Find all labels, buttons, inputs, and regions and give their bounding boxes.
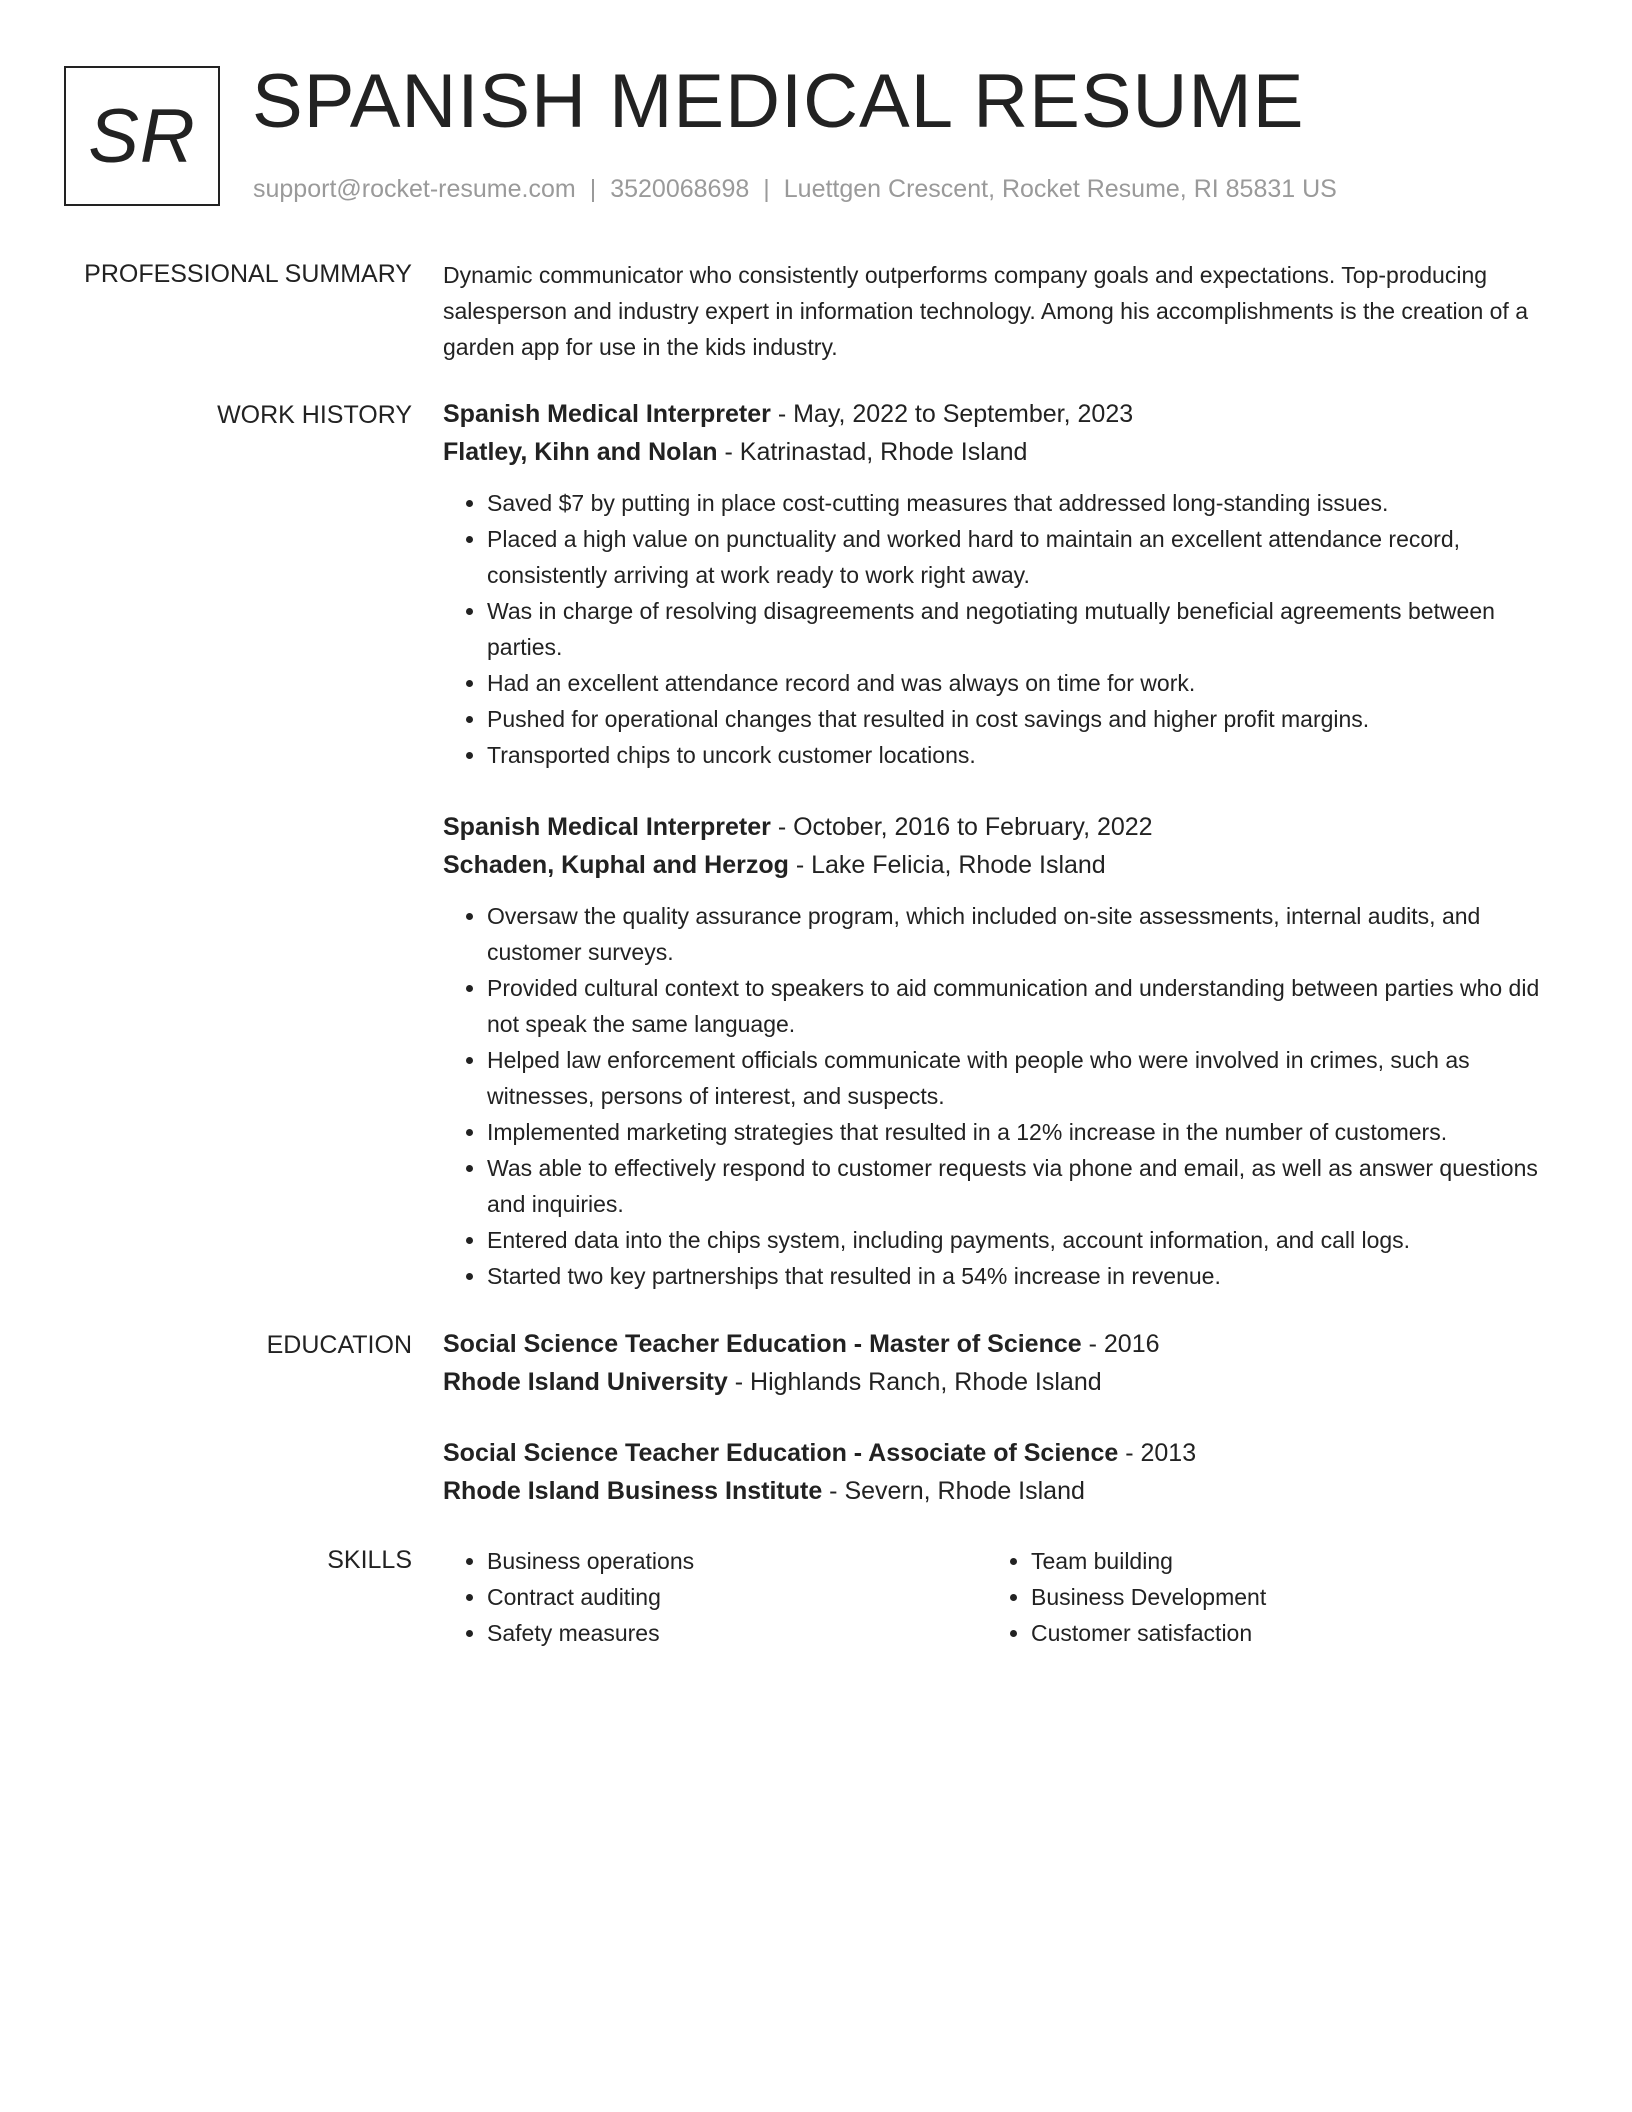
education-entry bbox=[443, 1434, 1558, 1510]
skill-item: • Business Development bbox=[1031, 1579, 1531, 1615]
job-title-line bbox=[443, 808, 1558, 846]
education-degree-line bbox=[443, 1325, 1558, 1363]
contact-line bbox=[253, 174, 1337, 204]
education-location: - Severn, Rhode Island bbox=[822, 1477, 1085, 1505]
section-label-work-history: WORK HISTORY bbox=[217, 401, 412, 429]
resume-title: SPANISH MEDICAL RESUME bbox=[252, 59, 1305, 144]
education-entry bbox=[443, 1325, 1558, 1401]
job-bullet-list bbox=[443, 898, 1558, 1294]
skill-item: • Customer satisfaction bbox=[1031, 1615, 1531, 1651]
job-dates: - October, 2016 to February, 2022 bbox=[770, 813, 1153, 841]
job-bullet: • Started two key partnerships that resulted in a 54% increase in revenue. bbox=[487, 1258, 1558, 1294]
job-bullet: • Had an excellent attendance record and was always on time for work. bbox=[487, 665, 1558, 701]
job-location: - Lake Felicia, Rhode Island bbox=[788, 851, 1106, 879]
monogram-logo: SR bbox=[64, 66, 220, 206]
education-school: Rhode Island University bbox=[443, 1368, 728, 1396]
job-company-line bbox=[443, 433, 1558, 471]
job-bullet: • Helped law enforcement officials communicate with people who were involved in crimes, such as witnesses, persons of interest, and suspects. bbox=[487, 1042, 1558, 1114]
skills-grid bbox=[443, 1543, 1558, 1651]
job-bullet: • Oversaw the quality assurance program, which included on-site assessments, internal audits, and customer surveys. bbox=[487, 898, 1558, 970]
education-year: - 2013 bbox=[1118, 1439, 1197, 1467]
education-degree: Social Science Teacher Education - Associate of Science bbox=[443, 1439, 1119, 1467]
skills-column-left bbox=[443, 1543, 987, 1651]
job-bullet: • Implemented marketing strategies that resulted in a 12% increase in the number of customers. bbox=[487, 1114, 1558, 1150]
job-bullet: • Was in charge of resolving disagreements and negotiating mutually beneficial agreements between parties. bbox=[487, 593, 1558, 665]
job-title: Spanish Medical Interpreter bbox=[443, 813, 771, 841]
contact-email: support@rocket-resume.com bbox=[253, 175, 576, 203]
job-bullet-list bbox=[443, 485, 1558, 773]
skill-item: • Contract auditing bbox=[487, 1579, 987, 1615]
job-entry bbox=[443, 395, 1558, 773]
job-company: Schaden, Kuphal and Herzog bbox=[443, 851, 789, 879]
contact-address: Luettgen Crescent, Rocket Resume, RI 85831 US bbox=[783, 175, 1337, 203]
contact-separator: | bbox=[589, 175, 597, 203]
section-label-summary: PROFESSIONAL SUMMARY bbox=[84, 260, 412, 288]
section-label-education: EDUCATION bbox=[266, 1331, 412, 1359]
education-degree: Social Science Teacher Education - Master of Science bbox=[443, 1330, 1082, 1358]
job-title: Spanish Medical Interpreter bbox=[443, 400, 771, 428]
job-bullet: • Placed a high value on punctuality and worked hard to maintain an excellent attendance record, consistently arriving at work ready to work right away. bbox=[487, 521, 1558, 593]
job-bullet: • Transported chips to uncork customer locations. bbox=[487, 737, 1558, 773]
education-year: - 2016 bbox=[1081, 1330, 1160, 1358]
job-bullet: • Entered data into the chips system, including payments, account information, and call logs. bbox=[487, 1222, 1558, 1258]
section-label-skills: SKILLS bbox=[327, 1546, 412, 1574]
job-bullet: • Was able to effectively respond to customer requests via phone and email, as well as answer questions and inquiries. bbox=[487, 1150, 1558, 1222]
education-school: Rhode Island Business Institute bbox=[443, 1477, 823, 1505]
summary-text: Dynamic communicator who consistently outperforms company goals and expectations. Top-producing salesperson and industry expert in information technology. Among his accomplishments is the creation of a garden app for use in the kids industry. bbox=[443, 262, 1528, 360]
education-location: - Highlands Ranch, Rhode Island bbox=[727, 1368, 1102, 1396]
job-company: Flatley, Kihn and Nolan bbox=[443, 438, 718, 466]
education-degree-line bbox=[443, 1434, 1558, 1472]
contact-separator: | bbox=[763, 175, 770, 203]
contact-phone: 3520068698 bbox=[610, 175, 750, 203]
job-bullet: • Pushed for operational changes that resulted in cost savings and higher profit margins. bbox=[487, 701, 1558, 737]
skills-list bbox=[443, 1543, 1558, 1651]
job-company-line bbox=[443, 846, 1558, 884]
job-location: - Katrinastad, Rhode Island bbox=[717, 438, 1028, 466]
education-school-line bbox=[443, 1472, 1558, 1510]
job-dates: - May, 2022 to September, 2023 bbox=[770, 400, 1134, 428]
job-bullet: • Saved $7 by putting in place cost-cutting measures that addressed long-standing issues. bbox=[487, 485, 1558, 521]
skill-item: • Safety measures bbox=[487, 1615, 987, 1651]
job-entry bbox=[443, 808, 1558, 1294]
job-bullet: • Provided cultural context to speakers to aid communication and understanding between parties who did not speak the same language. bbox=[487, 970, 1558, 1042]
job-title-line bbox=[443, 395, 1558, 433]
skill-item: • Business operations bbox=[487, 1543, 987, 1579]
education-school-line bbox=[443, 1363, 1558, 1401]
skills-column-right bbox=[987, 1543, 1531, 1651]
skill-item: • Team building bbox=[1031, 1543, 1531, 1579]
